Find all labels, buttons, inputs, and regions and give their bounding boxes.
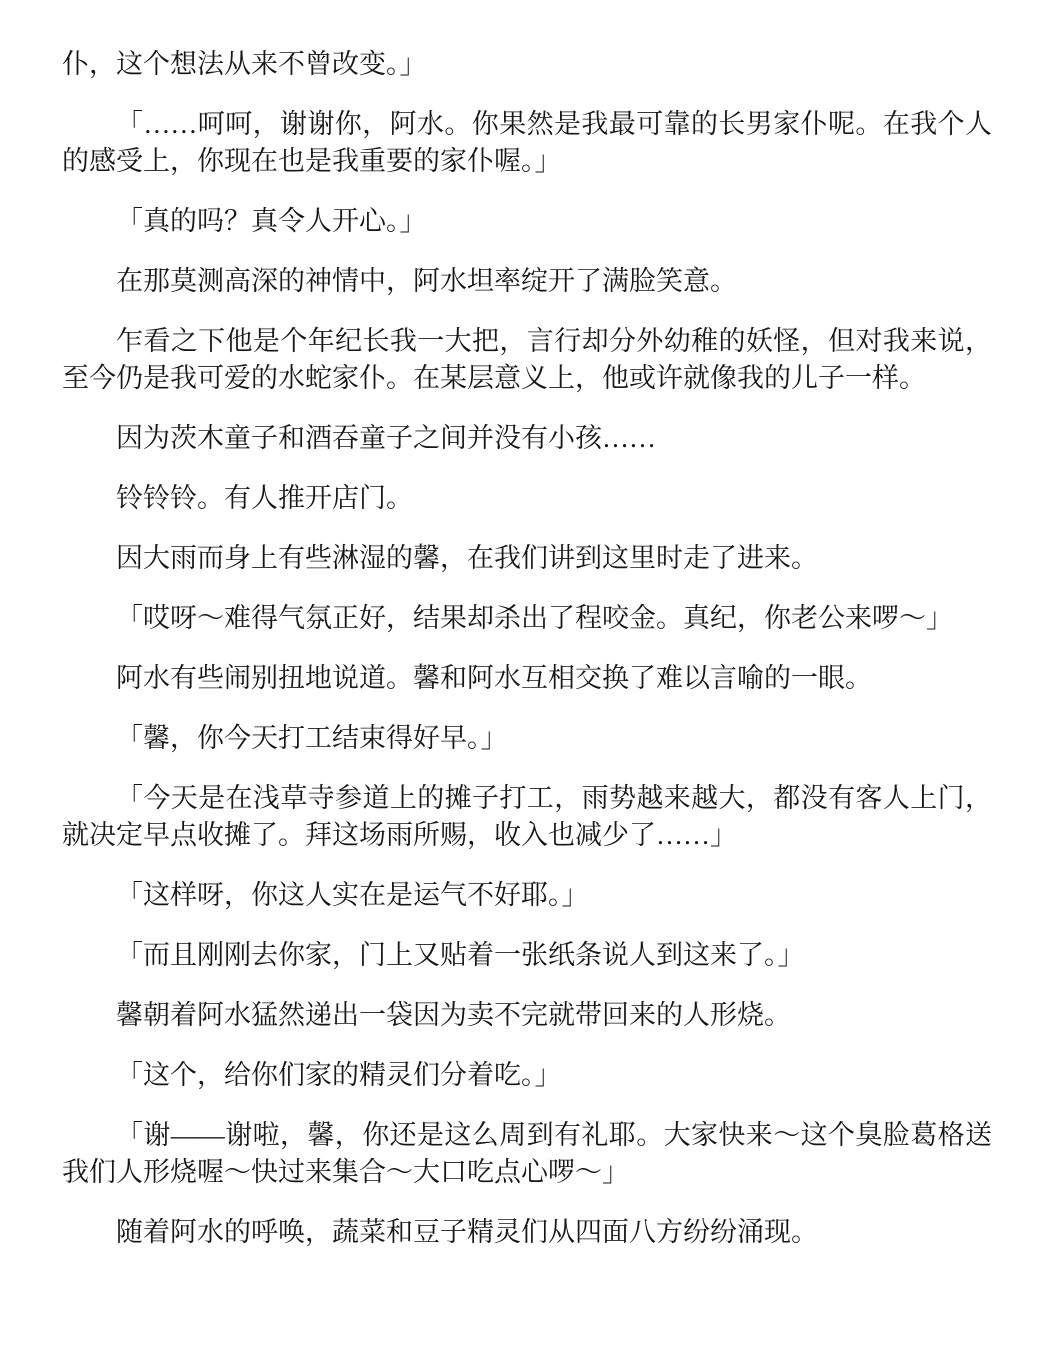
paragraph: 因为茨木童子和酒吞童子之间并没有小孩…… [116, 423, 656, 453]
paragraph: 「……呵呵，谢谢你，阿水。你果然是我最可靠的长男家仆呢。在我个人的感受上，你现在也是我重要的家仆喔。」 [62, 109, 992, 176]
paragraph: 「谢——谢啦，馨，你还是这么周到有礼耶。大家快来～这个臭脸葛格送我们人形烧喔～快过来集合～大口吃点心啰～」 [62, 1120, 992, 1187]
paragraph: 随着阿水的呼唤，蔬菜和豆子精灵们从四面八方纷纷涌现。 [116, 1217, 818, 1247]
paragraph: 「而且刚刚去你家，门上又贴着一张纸条说人到这来了。」 [116, 940, 805, 970]
paragraph: 「这样呀，你这人实在是运气不好耶。」 [116, 880, 589, 910]
paragraph: 仆，这个想法从来不曾改变。」 [62, 49, 427, 79]
paragraph: 「馨，你今天打工结束得好早。」 [116, 723, 508, 753]
paragraph: 乍看之下他是个年纪长我一大把，言行却分外幼稚的妖怪，但对我来说，至今仍是我可爱的水蛇家仆。在某层意义上，他或许就像我的儿子一样。 [62, 326, 992, 393]
paragraph: 「这个，给你们家的精灵们分着吃。」 [116, 1060, 562, 1090]
paragraph: 铃铃铃。有人推开店门。 [116, 483, 413, 513]
paragraph: 因大雨而身上有些淋湿的馨，在我们讲到这里时走了进来。 [116, 543, 818, 573]
paragraph: 「哎呀～难得气氛正好，结果却杀出了程咬金。真纪，你老公来啰～」 [116, 603, 953, 633]
text-content [62, 46, 992, 1251]
paragraph: 在那莫测高深的神情中，阿水坦率绽开了满脸笑意。 [116, 266, 737, 296]
paragraph: 「真的吗？真令人开心。」 [116, 206, 427, 236]
paragraph: 馨朝着阿水猛然递出一袋因为卖不完就带回来的人形烧。 [116, 1000, 791, 1030]
paragraph: 「今天是在浅草寺参道上的摊子打工，雨势越来越大，都没有客人上门，就决定早点收摊了。拜这场雨所赐，收入也减少了……」 [62, 783, 992, 850]
paragraph: 阿水有些闹别扭地说道。馨和阿水互相交换了难以言喻的一眼。 [116, 663, 872, 693]
